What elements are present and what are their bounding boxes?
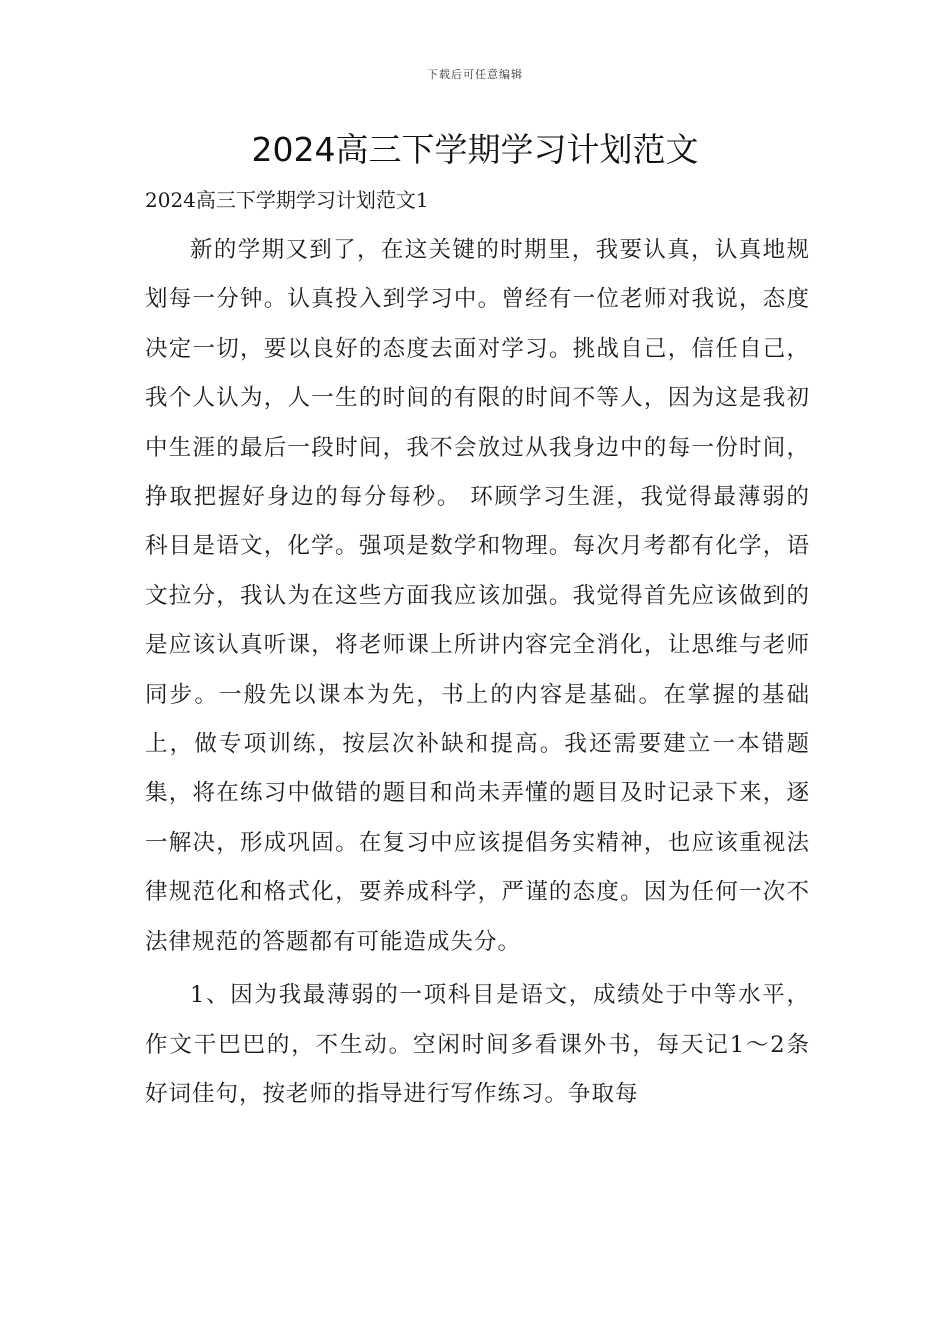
paragraph-1: 新的学期又到了，在这关键的时期里，我要认真，认真地规划每一分钟。认真投入到学习中。曾经有一位老师对我说，态度决定一切，要以良好的态度去面对学习。挑战自己，信任自己，我个人认为，人一生的时间的有限的时间不等人，因为这是我初中生涯的最后一段时间，我不会放过从我身边中的每一份时间，挣取把握好身边的每分每秒。 环顾学习生涯，我觉得最薄弱的科目是语文，化学。强项是数学和物理。每次月考都有化学，语文拉分，我认为在这些方面我应该加强。我觉得首先应该做到的是应该认真听课，将老师课上所讲内容完全消化，让思维与老师同步。一般先以课本为先，书上的内容是基础。在掌握的基础上，做专项训练，按层次补缺和提高。我还需要建立一本错题集，将在练习中做错的题目和尚未弄懂的题目及时记录下来，逐一解决，形成巩固。在复习中应该提倡务实精神，也应该重视法律规范化和格式化，要养成科学，严谨的态度。因为任何一次不法律规范的答题都有可能造成失分。	[145, 237, 810, 955]
body-text	[145, 226, 810, 1119]
header-note: 下载后可任意编辑	[427, 68, 523, 81]
section-subtitle: 2024高三下学期学习计划范文1	[145, 188, 429, 212]
paragraph-2: 1、因为我最薄弱的一项科目是语文，成绩处于中等水平，作文干巴巴的，不生动。空闲时间多看课外书，每天记1～2条好词佳句，按老师的指导进行写作练习。争取每	[145, 982, 810, 1107]
document-title: 2024高三下学期学习计划范文	[251, 130, 699, 169]
